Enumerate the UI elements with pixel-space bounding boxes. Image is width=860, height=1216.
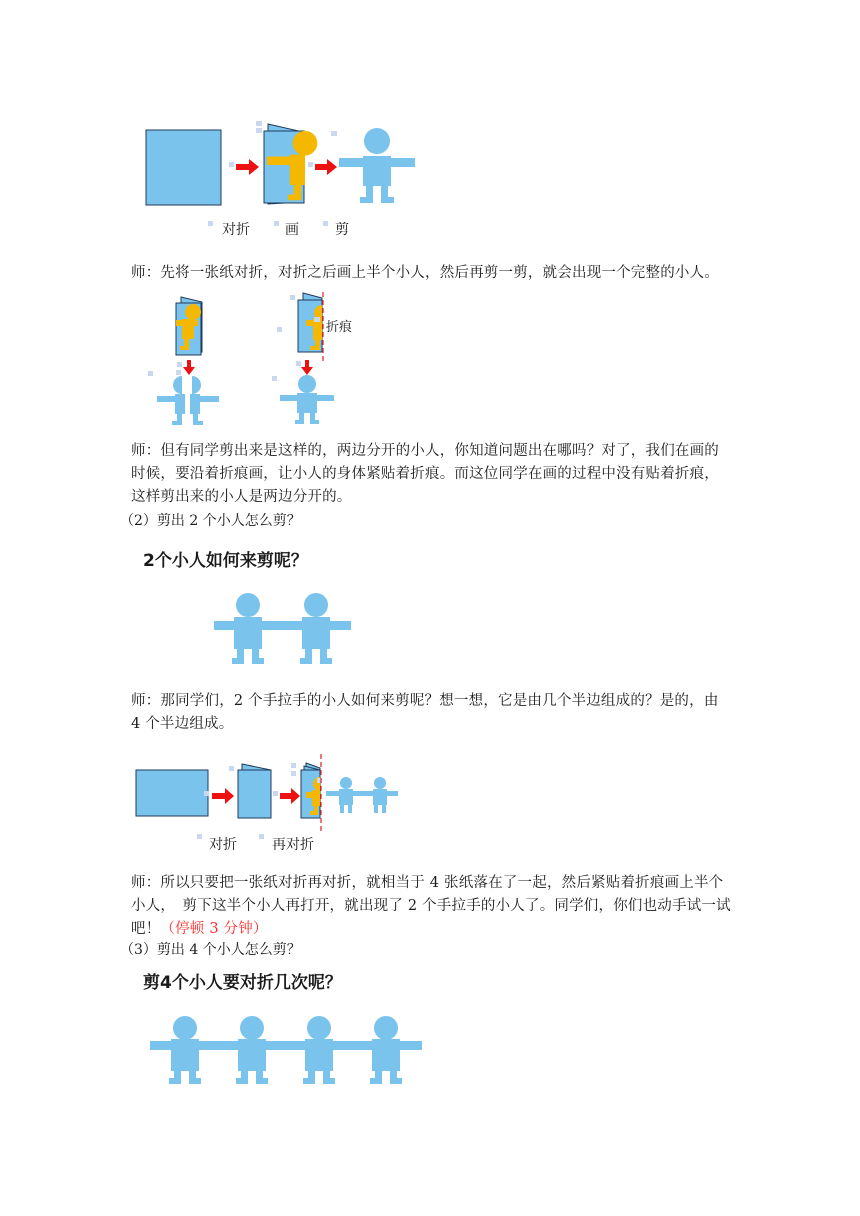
figure2-whole-person bbox=[272, 375, 334, 424]
paragraph-4 bbox=[131, 872, 731, 941]
paragraph-3: 师：那同学们，2 个手拉手的小人如何来剪呢？想一想，它是由几个半边组成的？是的，由 4 个半边组成。 bbox=[131, 693, 719, 732]
paragraph-2: 师：但有同学剪出来是这样的，两边分开的小人，你知道问题出在哪吗？对了，我们在画的时候，要沿着折痕画，让小人的身体紧贴着折痕。而这位同学在画的过程中没有贴着折痕，这样剪出来的小人是两边分开的。 bbox=[131, 443, 719, 505]
four-people-chain bbox=[150, 1016, 422, 1084]
paragraph-1: 师：先将一张纸对折，对折之后画上半个小人，然后再剪一剪，就会出现一个完整的小人。 bbox=[131, 265, 719, 281]
question-2: （2）剪出 2 个小人怎么剪？ bbox=[120, 513, 301, 529]
figure1-arrow-1 bbox=[229, 159, 259, 175]
figure1-square-paper bbox=[146, 130, 221, 205]
pause-note: （停顿 3 分钟） bbox=[160, 921, 268, 937]
figure3-folded-twice bbox=[291, 763, 322, 818]
figure3-two-people bbox=[326, 777, 398, 813]
figure3-arrow-2 bbox=[273, 788, 300, 804]
two-people-chain bbox=[214, 593, 351, 664]
question-3: （3）剪出 4 个小人怎么剪？ bbox=[120, 942, 301, 958]
figure1-cut-person bbox=[331, 128, 415, 203]
figure2-correct-arrow bbox=[296, 360, 313, 375]
heading-two-people: 2个小人如何来剪呢？ bbox=[143, 551, 308, 571]
figure2-wrong-folded-paper bbox=[176, 297, 202, 355]
figure1-arrow-2 bbox=[308, 159, 337, 175]
figure2-crease-label: 折痕 bbox=[326, 320, 353, 335]
figure2-correct-folded-paper bbox=[277, 293, 322, 352]
figure1-label-draw: 画 bbox=[285, 222, 299, 238]
figure1-label-fold: 对折 bbox=[222, 222, 250, 238]
figure3-paper bbox=[136, 770, 208, 816]
figure3-label-fold: 对折 bbox=[209, 837, 237, 853]
paragraph-4-text: 师：所以只要把一张纸对折再对折，就相当于 4 张纸落在了一起，然后紧贴着折痕画上半个小人， 剪下这半个小人再打开，就出现了 2 个手拉手的小人了。同学们，你们也动手试一试吧！ bbox=[131, 875, 731, 937]
figure1-label-cut: 剪 bbox=[335, 222, 349, 238]
figure3-label-fold-again: 再对折 bbox=[272, 837, 314, 853]
figure3-folded-once bbox=[229, 764, 271, 818]
figure2-split-person bbox=[148, 370, 219, 425]
heading-four-people: 剪4个小人要对折几次呢？ bbox=[143, 973, 342, 993]
